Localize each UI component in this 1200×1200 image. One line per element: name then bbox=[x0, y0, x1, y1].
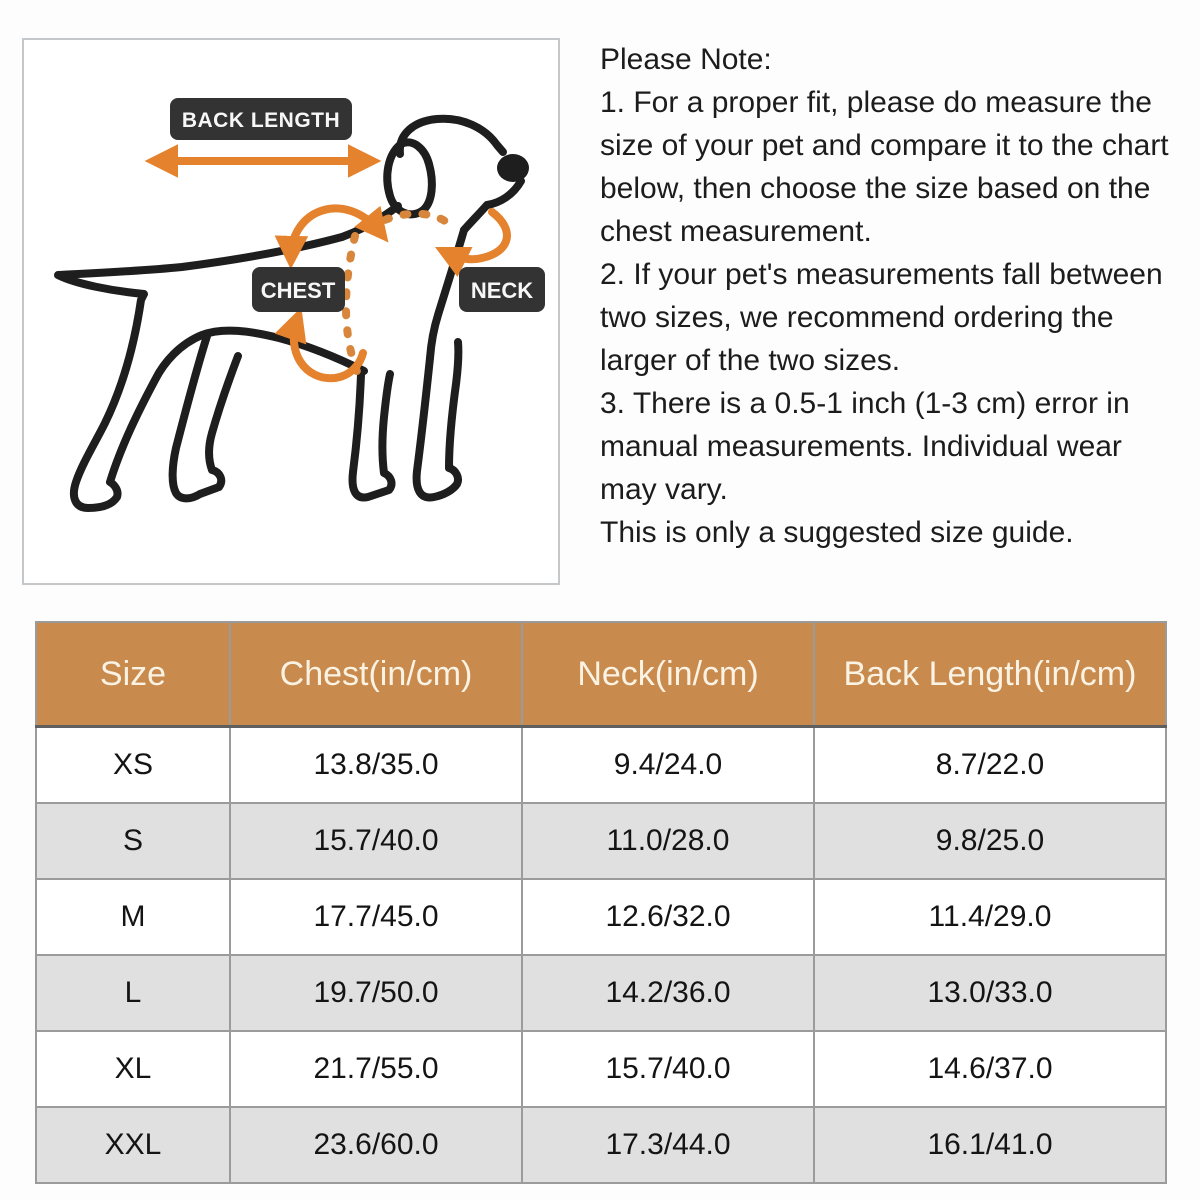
cell-size: XXL bbox=[36, 1107, 230, 1183]
cell-neck: 14.2/36.0 bbox=[522, 955, 814, 1031]
cell-back-length: 8.7/22.0 bbox=[814, 727, 1166, 804]
cell-chest: 21.7/55.0 bbox=[230, 1031, 522, 1107]
cell-chest: 19.7/50.0 bbox=[230, 955, 522, 1031]
cell-neck: 17.3/44.0 bbox=[522, 1107, 814, 1183]
cell-neck: 11.0/28.0 bbox=[522, 803, 814, 879]
table-row bbox=[36, 955, 1166, 1031]
table-row bbox=[36, 803, 1166, 879]
dog-chin bbox=[464, 181, 521, 230]
cell-size: S bbox=[36, 803, 230, 879]
dog-ear bbox=[387, 142, 432, 214]
table-row bbox=[36, 879, 1166, 955]
cell-chest: 13.8/35.0 bbox=[230, 727, 522, 804]
cell-chest: 17.7/45.0 bbox=[230, 879, 522, 955]
note-item-2: 2. If your pet's measurements fall between two sizes, we recommend ordering the larger of the two sizes. bbox=[600, 258, 1163, 377]
cell-chest: 15.7/40.0 bbox=[230, 803, 522, 879]
col-header-back-length: Back Length(in/cm) bbox=[814, 622, 1166, 727]
col-header-chest: Chest(in/cm) bbox=[230, 622, 522, 727]
table-row bbox=[36, 727, 1166, 804]
cell-size: XL bbox=[36, 1031, 230, 1107]
cell-chest: 23.6/60.0 bbox=[230, 1107, 522, 1183]
cell-back-length: 9.8/25.0 bbox=[814, 803, 1166, 879]
back-length-label-text: BACK LENGTH bbox=[181, 109, 341, 132]
cell-size: XS bbox=[36, 727, 230, 804]
cell-back-length: 16.1/41.0 bbox=[814, 1107, 1166, 1183]
notes-title: Please Note: bbox=[600, 43, 772, 76]
table-row bbox=[36, 1107, 1166, 1183]
chest-girth-dashes bbox=[346, 236, 358, 374]
notes-section bbox=[600, 38, 1172, 554]
size-table bbox=[35, 621, 1167, 1184]
col-header-neck: Neck(in/cm) bbox=[522, 622, 814, 727]
dog-nose bbox=[497, 154, 529, 182]
note-item-3: 3. There is a 0.5-1 inch (1-3 cm) error in manual measurements. Individual wear may vary. bbox=[600, 387, 1130, 506]
cell-size: M bbox=[36, 879, 230, 955]
cell-size: L bbox=[36, 955, 230, 1031]
dog-far-front-leg bbox=[353, 374, 392, 497]
dog-near-front-leg bbox=[417, 342, 459, 497]
cell-neck: 12.6/32.0 bbox=[522, 879, 814, 955]
cell-back-length: 14.6/37.0 bbox=[814, 1031, 1166, 1107]
chest-label-text: CHEST bbox=[260, 278, 336, 303]
measurement-diagram bbox=[22, 38, 560, 585]
table-header-row bbox=[36, 622, 1166, 727]
dog-outline bbox=[58, 119, 529, 508]
table-row bbox=[36, 1031, 1166, 1107]
cell-back-length: 13.0/33.0 bbox=[814, 955, 1166, 1031]
neck-label-text: NECK bbox=[470, 278, 534, 303]
cell-neck: 15.7/40.0 bbox=[522, 1031, 814, 1107]
cell-neck: 9.4/24.0 bbox=[522, 727, 814, 804]
chest-label bbox=[252, 267, 345, 312]
col-header-size: Size bbox=[36, 622, 230, 727]
back-length-label bbox=[170, 98, 352, 140]
dog-far-hind-leg bbox=[173, 336, 238, 498]
note-item-1: 1. For a proper fit, please do measure the size of your pet and compare it to the chart below, then choose the size based on the chest measurement. bbox=[600, 86, 1169, 248]
neck-label bbox=[459, 267, 545, 312]
note-footer: This is only a suggested size guide. bbox=[600, 516, 1074, 549]
cell-back-length: 11.4/29.0 bbox=[814, 879, 1166, 955]
dog-diagram-svg bbox=[24, 40, 558, 583]
